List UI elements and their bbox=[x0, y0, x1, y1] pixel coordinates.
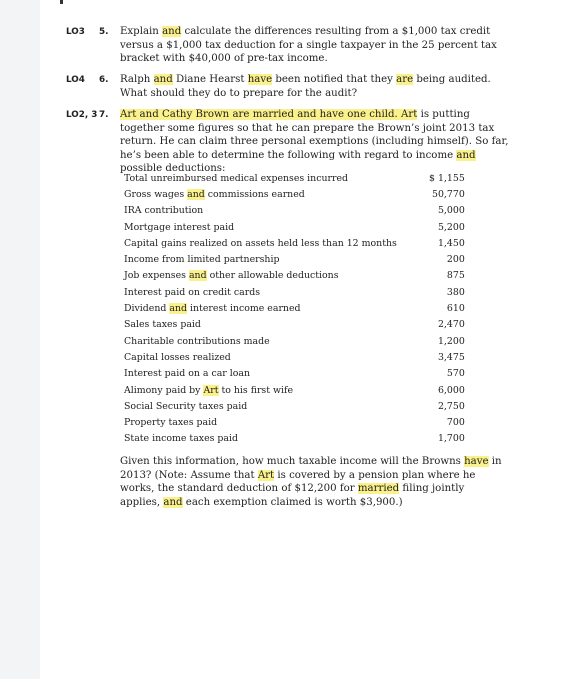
text-run: Social Security taxes paid bbox=[124, 400, 248, 412]
item-label bbox=[124, 186, 429, 202]
text-run: Given this information, how much taxable income will the Browns bbox=[120, 456, 465, 467]
item-label bbox=[124, 349, 429, 365]
table-row bbox=[124, 366, 465, 382]
question-number: 6. bbox=[99, 75, 109, 85]
text-run: Ralph bbox=[120, 74, 154, 85]
highlighted-text: have bbox=[464, 456, 489, 467]
text-run: Interest paid on credit cards bbox=[124, 286, 261, 298]
page-edge-mark bbox=[60, 0, 63, 4]
question-number: 5. bbox=[99, 27, 109, 37]
item-label bbox=[124, 300, 429, 316]
item-amount: 875 bbox=[446, 270, 465, 282]
item-amount: 5,000 bbox=[437, 205, 465, 217]
item-label bbox=[124, 284, 429, 300]
item-label bbox=[124, 382, 429, 398]
question-text bbox=[120, 25, 510, 66]
item-amount: $ 1,155 bbox=[429, 172, 465, 184]
highlighted-text: are bbox=[396, 74, 414, 85]
item-amount: 570 bbox=[446, 368, 465, 380]
item-amount: 1,200 bbox=[437, 335, 465, 347]
text-run: Mortgage interest paid bbox=[124, 221, 235, 233]
text-run: Total unreimbursed medical expenses incurred bbox=[124, 172, 349, 184]
text-run: is covered by a pension plan where he works, the standard deduction of $12,200 for bbox=[120, 469, 476, 494]
highlighted-text: and bbox=[162, 26, 182, 37]
item-amount: 1,700 bbox=[437, 433, 465, 445]
item-amount: 2,470 bbox=[437, 319, 465, 331]
text-run: Charitable contributions made bbox=[124, 335, 270, 347]
text-run: filing jointly applies, bbox=[120, 483, 465, 508]
highlighted-text: and bbox=[169, 303, 188, 315]
text-run: Diane Hearst bbox=[172, 74, 248, 85]
text-run: Property taxes paid bbox=[124, 417, 218, 429]
text-run: other allowable deductions bbox=[206, 270, 339, 282]
item-amount: 5,200 bbox=[437, 221, 465, 233]
highlighted-text: and bbox=[456, 149, 476, 161]
text-run: Dividend bbox=[124, 303, 170, 315]
text-run: Job expenses bbox=[124, 270, 189, 282]
item-label bbox=[124, 333, 429, 349]
highlighted-text: and bbox=[187, 188, 205, 200]
text-run: commissions earned bbox=[204, 188, 305, 200]
text-run: Explain bbox=[120, 26, 163, 37]
income-deductions-table bbox=[124, 170, 465, 447]
text-run: being audited. What should they do to prepare for the audit? bbox=[120, 74, 491, 99]
table-row bbox=[124, 431, 465, 447]
item-label bbox=[124, 170, 429, 186]
text-run: State income taxes paid bbox=[124, 433, 238, 445]
item-amount: 200 bbox=[446, 254, 465, 266]
question-text bbox=[120, 108, 510, 176]
highlighted-text: and bbox=[163, 496, 183, 508]
item-label bbox=[124, 203, 429, 219]
item-amount: 380 bbox=[446, 286, 465, 298]
text-run: Gross wages bbox=[124, 188, 188, 200]
item-label bbox=[124, 219, 429, 235]
table-row bbox=[124, 349, 465, 365]
table-row bbox=[124, 251, 465, 267]
table-row bbox=[124, 284, 465, 300]
text-run: each exemption claimed is worth $3,900.) bbox=[182, 496, 403, 508]
text-run: Capital losses realized bbox=[124, 351, 231, 363]
item-label bbox=[124, 235, 429, 251]
highlighted-text: and bbox=[153, 74, 173, 85]
item-amount: 6,000 bbox=[437, 384, 465, 396]
table-row bbox=[124, 268, 465, 284]
item-label bbox=[124, 268, 429, 284]
item-amount: 700 bbox=[446, 417, 465, 429]
text-run: Sales taxes paid bbox=[124, 319, 201, 331]
text-run: possible deductions: bbox=[120, 163, 226, 174]
table-row bbox=[124, 203, 465, 219]
table-row bbox=[124, 382, 465, 398]
text-run: in 2013? (Note: Assume that bbox=[120, 456, 502, 481]
text-run: Interest paid on a car loan bbox=[124, 368, 251, 380]
item-amount: 2,750 bbox=[437, 400, 465, 412]
text-run: Alimony paid by bbox=[124, 384, 204, 396]
highlighted-text: have bbox=[247, 74, 273, 85]
text-run: is putting together some figures so that he can prepare the Brown’s joint 2013 tax return. He can claim three personal exemptions (including himself). So far, he’s been able to determine the following with regard to income bbox=[120, 109, 509, 161]
text-run: calculate the differences resulting from a $1,000 tax credit versus a $1,000 tax deduction for a single taxpayer in the 25 percent tax bracket with $40,000 of pre-tax income. bbox=[120, 26, 497, 64]
closing-question-text bbox=[120, 455, 505, 509]
learning-objective-label: LO4 bbox=[66, 75, 85, 85]
highlighted-text: Art and Cathy Brown are married and have one child. Art bbox=[120, 109, 418, 120]
table-row bbox=[124, 398, 465, 414]
table-row bbox=[124, 219, 465, 235]
table-row bbox=[124, 317, 465, 333]
highlighted-text: Art bbox=[203, 384, 219, 396]
item-label bbox=[124, 317, 429, 333]
table-row bbox=[124, 235, 465, 251]
highlighted-text: and bbox=[188, 270, 207, 282]
table-row bbox=[124, 186, 465, 202]
highlighted-text: Art bbox=[257, 469, 275, 481]
text-run: been notified that they bbox=[272, 74, 397, 85]
item-label bbox=[124, 398, 429, 414]
question-number: 7. bbox=[99, 110, 109, 120]
item-amount: 610 bbox=[446, 303, 465, 315]
text-run: Capital gains realized on assets held less than 12 months bbox=[124, 237, 397, 249]
learning-objective-label: LO2, 3 bbox=[66, 110, 98, 120]
text-run: IRA contribution bbox=[124, 205, 204, 217]
item-label bbox=[124, 366, 429, 382]
item-amount: 1,450 bbox=[437, 237, 465, 249]
item-amount: 3,475 bbox=[437, 351, 465, 363]
item-label bbox=[124, 414, 429, 430]
table-row bbox=[124, 414, 465, 430]
item-label bbox=[124, 251, 429, 267]
text-run: interest income earned bbox=[187, 303, 301, 315]
table-row bbox=[124, 170, 465, 186]
item-amount: 50,770 bbox=[431, 188, 465, 200]
learning-objective-label: LO3 bbox=[66, 27, 85, 37]
text-run: to his first wife bbox=[218, 384, 294, 396]
text-run: Income from limited partnership bbox=[124, 254, 280, 266]
question-text bbox=[120, 73, 510, 100]
table-row bbox=[124, 300, 465, 316]
table-row bbox=[124, 333, 465, 349]
highlighted-text: married bbox=[357, 483, 400, 494]
item-label bbox=[124, 431, 429, 447]
